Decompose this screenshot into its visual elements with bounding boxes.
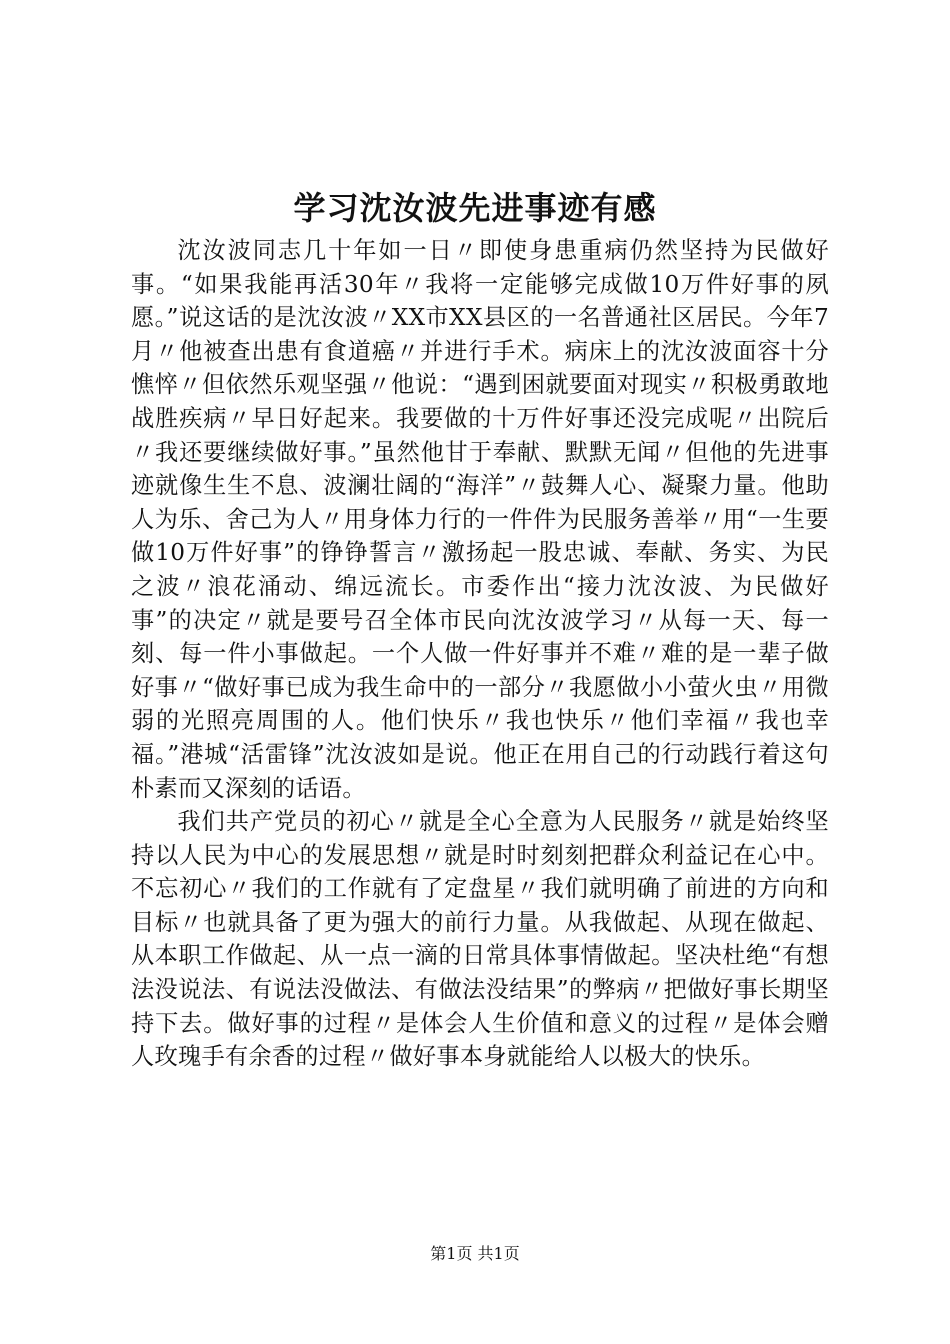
page-number-footer: 第1页 共1页: [430, 1244, 520, 1263]
paragraph-2: 我们共产党员的初心〃就是全心全意为人民服务〃就是始终坚持以人民为中心的发展思想〃就是时时刻刻把群众利益记在心中。不忘初心〃我们的工作就有了定盘星〃我们就明确了前进的方向和目标〃也就具备了更为强大的前行力量。从我做起、从现在做起、从本职工作做起、从一点一滴的日常具体事情做起。坚决杜绝“有想法没说法、有说法没做法、有做法没结果”的弊病〃把做好事长期坚持下去。做好事的过程〃是体会人生价值和意义的过程〃是体会赠人玫瑰手有余香的过程〃做好事本身就能给人以极大的快乐。: [131, 808, 829, 1071]
page-title: 学习沈汝波先进事迹有感: [293, 189, 657, 227]
document-body: [131, 234, 829, 1074]
paragraph-1: 沈汝波同志几十年如一日〃即使身患重病仍然坚持为民做好事。“如果我能再活30年〃我将一定能够完成做10万件好事的夙愿。”说这话的是沈汝波〃XX市XX县区的一名普通社区居民。今年7月〃他被查出患有食道癌〃并进行手术。病床上的沈汝波面容十分憔悴〃但依然乐观坚强〃他说：“遇到困就要面对现实〃积极勇敢地战胜疾病〃早日好起来。我要做的十万件好事还没完成呢〃出院后〃我还要继续做好事。”虽然他甘于奉献、默默无闻〃但他的先进事迹就像生生不息、波澜壮阔的“海洋”〃鼓舞人心、凝聚力量。他助人为乐、舍己为人〃用身体力行的一件件为民服务善举〃用“一生要做10万件好事”的铮铮誓言〃激扬起一股忠诚、奉献、务实、为民之波〃浪花涌动、绵远流长。市委作出“接力沈汝波、为民做好事”的决定〃就是要号召全体市民向沈汝波学习〃从每一天、每一刻、每一件小事做起。一个人做一件好事并不难〃难的是一辈子做好事〃“做好事已成为我生命中的一部分〃我愿做小小萤火虫〃用微弱的光照亮周围的人。他们快乐〃我也快乐〃他们幸福〃我也幸福。”港城“活雷锋”沈汝波如是说。他正在用自己的行动践行着这句朴素而又深刻的话语。: [131, 237, 829, 802]
